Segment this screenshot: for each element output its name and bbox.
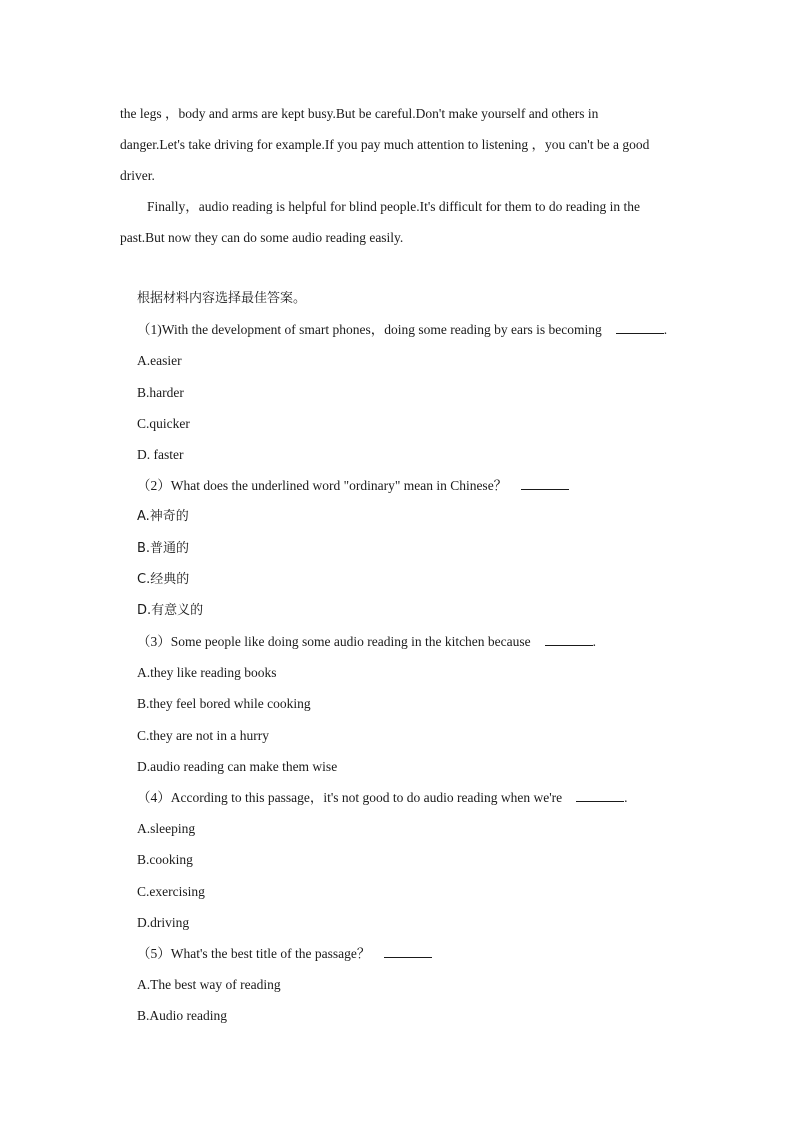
- question-stem: [137, 470, 697, 501]
- question-text: （2）What does the underlined word "ordinary" mean in Chinese？: [137, 478, 508, 494]
- passage-line: danger.Let's take driving for example.If you pay much attention to listening ，you can't be a good: [120, 137, 650, 152]
- option: C.经典的: [137, 571, 190, 587]
- option: C.quicker: [137, 415, 190, 431]
- option: D. faster: [137, 446, 184, 462]
- question-stem: [137, 314, 697, 345]
- option: A.The best way of reading: [137, 977, 281, 993]
- option: D.audio reading can make them wise: [137, 758, 338, 774]
- option: A.they like reading books: [137, 665, 277, 681]
- option: A.easier: [137, 353, 182, 369]
- option: B.they feel bored while cooking: [137, 696, 311, 712]
- option: C.exercising: [137, 883, 205, 899]
- passage-paragraph-1: [120, 98, 674, 191]
- answer-blank[interactable]: [616, 319, 664, 334]
- passage-line: driver.: [120, 168, 155, 183]
- question-stem: [137, 938, 697, 969]
- passage-line: Finally，audio reading is helpful for blind people.It's difficult for them to do reading in the: [147, 199, 640, 214]
- passage-line: past.But now they can do some audio reading easily.: [120, 230, 404, 245]
- passage-paragraph-2: [120, 191, 674, 253]
- answer-blank[interactable]: [384, 943, 432, 958]
- questions-section: [137, 283, 697, 1032]
- passage-line: the legs ，body and arms are kept busy.But be careful.Don't make yourself and others in: [120, 106, 599, 121]
- option: D.driving: [137, 914, 190, 930]
- option: A.sleeping: [137, 821, 196, 837]
- option: B.harder: [137, 384, 184, 400]
- question-text: （4）According to this passage，it's not good to do audio reading when we're: [137, 790, 563, 805]
- question-end: .: [592, 634, 597, 650]
- option: B.cooking: [137, 852, 193, 868]
- question-text: （3）Some people like doing some audio reading in the kitchen because: [137, 634, 531, 650]
- answer-blank[interactable]: [576, 787, 624, 802]
- question-stem: [137, 782, 697, 813]
- question-text: （5）What's the best title of the passage？: [137, 945, 371, 961]
- question-end: .: [624, 790, 628, 805]
- answer-blank[interactable]: [545, 631, 593, 646]
- option: D.有意义的: [137, 602, 204, 618]
- instruction-text: 根据材料内容选择最佳答案。: [137, 291, 307, 306]
- answer-blank[interactable]: [521, 475, 569, 490]
- option: A.神奇的: [137, 509, 189, 525]
- question-end: .: [663, 322, 668, 338]
- passage: [120, 98, 674, 253]
- question-stem: [137, 626, 697, 657]
- question-text: （1)With the development of smart phones，doing some reading by ears is becoming: [137, 322, 602, 338]
- option: C.they are not in a hurry: [137, 727, 269, 743]
- option: B.Audio reading: [137, 1008, 227, 1024]
- option: B.普通的: [137, 540, 190, 556]
